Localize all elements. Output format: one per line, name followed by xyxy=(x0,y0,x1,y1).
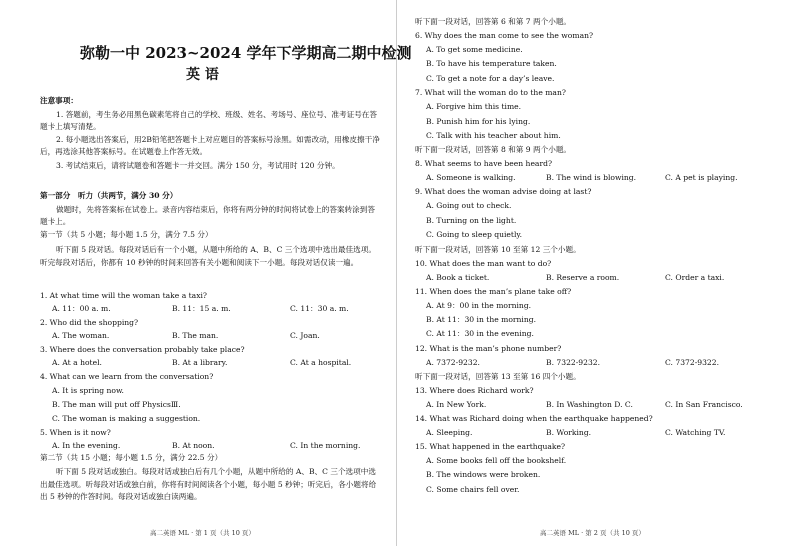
instruction-10: 听下面一段对话，回答第 13 至第 16 四个小题。 xyxy=(415,371,581,381)
q6-option-a: A. To get some medicine. xyxy=(426,45,523,54)
page-2 xyxy=(397,0,794,546)
question-4: 4. What can we learn from the conversation? xyxy=(40,372,214,381)
q2-option-c: C. Joan. xyxy=(290,331,320,340)
q15-option-a: A. Some books fell off the bookshelf. xyxy=(426,455,567,465)
note-3: 3. 考试结束后，请将试题卷和答题卡一并交回。满分 150 分，考试用时 120 分钟。 xyxy=(56,161,340,170)
question-3: 3. Where does the conversation probably take place? xyxy=(40,345,245,354)
q11-option-c: C. At 11：30 in the evening. xyxy=(426,329,534,339)
part1-intro: 做题时，先将答案标在试卷上。录音内容结束后，你将有两分钟的时间将试卷上的答案转涂到答题卡上。 xyxy=(40,205,375,226)
q3-option-c: C. At a hospital. xyxy=(290,358,352,367)
q10-option-a: A. Book a ticket. xyxy=(426,272,490,282)
instruction-3: 听下面一段对话，回答第 8 和第 9 两个小题。 xyxy=(415,145,572,155)
instruction-6: 听下面一段对话，回答第 10 至第 12 三个小题。 xyxy=(415,244,581,254)
q9-option-c: C. Going to sleep quietly. xyxy=(426,230,523,240)
q7-option-a: A. Forgive him this time. xyxy=(426,102,522,112)
question-14: 14. What was Richard doing when the earthquake happened? xyxy=(415,413,653,423)
q2-option-b: B. The man. xyxy=(172,331,219,340)
q4-option-a: A. It is spring now. xyxy=(52,386,124,395)
q10-option-c: C. Order a taxi. xyxy=(665,272,725,282)
question-9: 9. What does the woman advise doing at last? xyxy=(415,187,592,197)
q13-option-b: B. In Washington D. C. xyxy=(546,399,633,409)
q6-option-b: B. To have his temperature taken. xyxy=(426,59,557,69)
q4-option-b: B. The man will put off PhysicsⅢ. xyxy=(52,400,181,409)
q11-option-b: B. At 11：30 in the morning. xyxy=(426,315,537,324)
exam-title: 弥勒一中 2023~2024 学年下学期高二期中检测 xyxy=(80,44,412,62)
q12-option-c: C. 7372-9322. xyxy=(665,357,719,367)
q3-option-a: A. At a hotel. xyxy=(52,358,102,367)
section2-heading: 第二节（共 15 小题；每小题 1.5 分，满分 22.5 分） xyxy=(40,453,223,462)
section1-heading: 第一节（共 5 小题；每小题 1.5 分，满分 7.5 分） xyxy=(40,230,213,239)
q5-option-b: B. At noon. xyxy=(172,441,215,450)
q5-option-c: C. In the morning. xyxy=(290,441,361,450)
question-5: 5. When is it now? xyxy=(40,428,111,437)
page-footer-1: 高二英语 ML · 第 1 页（共 10 页） xyxy=(150,529,255,537)
question-13: 13. Where does Richard work? xyxy=(415,385,534,395)
q3-option-b: B. At a library. xyxy=(172,358,228,367)
question-15: 15. What happened in the earthquake? xyxy=(415,441,566,451)
question-11: 11. When does the man’s plane take off? xyxy=(415,286,572,296)
note-2: 2. 每小题选出答案后，用2B铅笔把答题卡上对应题目的答案标号涂黑。如需改动，用橡皮擦干净后，再选涂其他答案标号。在试题卷上作答无效。 xyxy=(40,135,380,156)
q14-option-c: C. Watching TV. xyxy=(665,427,726,437)
part1-heading: 第一部分 听力（共两节，满分 30 分） xyxy=(40,191,178,200)
q1-option-b: B. 11：15 a. m. xyxy=(172,304,231,313)
q4-option-c: C. The woman is making a suggestion. xyxy=(52,414,201,423)
question-12: 12. What is the man’s phone number? xyxy=(415,343,562,353)
q8-option-a: A. Someone is walking. xyxy=(426,173,516,183)
q7-option-b: B. Punish him for his lying. xyxy=(426,116,531,126)
q12-option-a: A. 7372-9232. xyxy=(426,357,480,367)
q13-option-c: C. In San Francisco. xyxy=(665,399,743,409)
q14-option-b: B. Working. xyxy=(546,427,592,437)
section1-intro: 听下面 5 段对话。每段对话后有一个小题，从题中所给的 A、B、C 三个选项中选出最佳选项。听完每段对话后，你都有 10 秒钟的时间来回答有关小题和阅读下一小题。每段对话仅读一遍。 xyxy=(40,245,376,267)
q15-option-b: B. The windows were broken. xyxy=(426,470,541,480)
q2-option-a: A. The woman. xyxy=(52,331,110,340)
question-6: 6. Why does the man come to see the woman? xyxy=(415,31,594,40)
q9-option-a: A. Going out to check. xyxy=(426,201,512,211)
q8-option-c: C. A pet is playing. xyxy=(665,173,738,183)
question-1: 1. At what time will the woman take a taxi? xyxy=(40,291,207,300)
q12-option-b: B. 7322-9232. xyxy=(546,357,601,367)
question-10: 10. What does the man want to do? xyxy=(415,258,552,268)
question-2: 2. Who did the shopping? xyxy=(40,318,139,327)
question-7: 7. What will the woman do to the man? xyxy=(415,88,566,98)
q1-option-c: C. 11：30 a. m. xyxy=(290,304,349,313)
subject-title: 英 语 xyxy=(186,67,219,83)
q14-option-a: A. Sleeping. xyxy=(426,427,473,437)
instruction-0: 听下面一段对话，回答第 6 和第 7 两个小题。 xyxy=(415,17,572,26)
q10-option-b: B. Reserve a room. xyxy=(546,272,620,282)
note-1: 1. 答题前，考生务必用黑色碳素笔将自己的学校、班级、姓名、考场号、座位号、准考证号在答题卡上填写清楚。 xyxy=(40,110,377,131)
q9-option-b: B. Turning on the light. xyxy=(426,215,517,225)
q8-option-b: B. The wind is blowing. xyxy=(546,173,637,183)
q6-option-c: C. To get a note for a day’s leave. xyxy=(426,73,555,83)
section2-intro: 听下面 5 段对话或独白。每段对话或独白后有几个小题，从题中所给的 A、B、C 三个选项中选出最佳选项。听每段对话或独白前，你将有时间阅读各个小题，每小题 5 秒钟；听完后，各小题将给出 5 秒钟的作答时间。每段对话或独白读两遍。 xyxy=(40,467,377,501)
page-footer-2: 高二英语 ML · 第 2 页（共 10 页） xyxy=(540,529,645,537)
q15-option-c: C. Some chairs fell over. xyxy=(426,484,520,494)
q13-option-a: A. In New York. xyxy=(426,399,487,409)
question-8: 8. What seems to have been heard? xyxy=(415,159,553,169)
q1-option-a: A. 11：00 a. m. xyxy=(52,304,111,313)
q5-option-a: A. In the evening. xyxy=(52,441,121,450)
notes-heading: 注意事项： xyxy=(40,96,78,105)
q11-option-a: A. At 9：00 in the morning. xyxy=(426,300,532,310)
q7-option-c: C. Talk with his teacher about him. xyxy=(426,131,561,140)
